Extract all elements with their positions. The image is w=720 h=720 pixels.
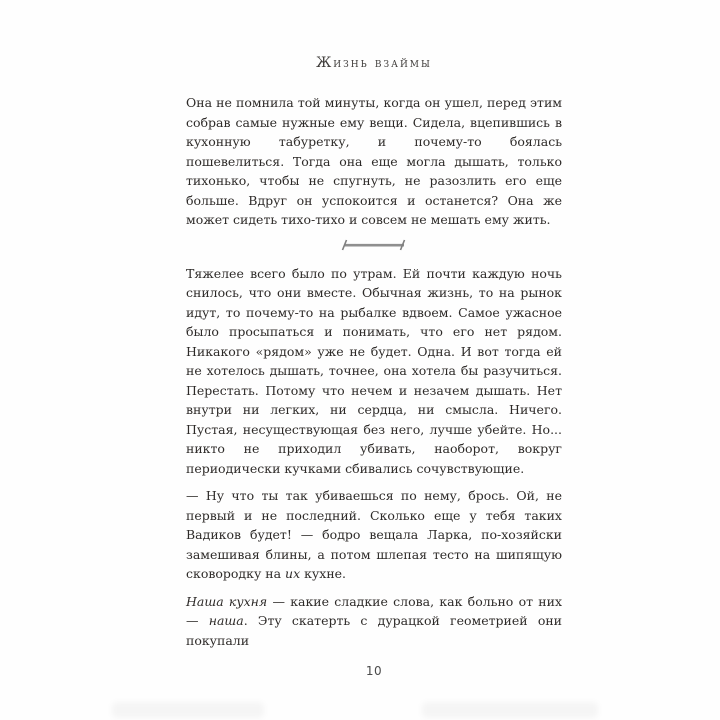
running-head: Жизнь взаймы	[316, 55, 432, 71]
text-run: кухне.	[300, 566, 347, 581]
page-edge-shadow-left	[112, 702, 264, 718]
italic-text-run: наша	[208, 613, 244, 628]
tapered-rule-ornament-icon	[339, 238, 409, 252]
text-run: . Эту скатерть с дурацкой геометрией они покупали	[186, 613, 563, 648]
paragraph-3	[186, 486, 562, 584]
text-run: Тяжелее всего было по утрам. Ей почти каждую ночь снилось, что они вместе. Обычная жизнь, то на рынок идут, то почему-то на рыбалке вдвоем. Самое ужасное было просыпаться и понимать, что его нет рядом. Никакого «рядом» уже не будет. Одна. И вот тогда ей не хотелось дышать, точнее, она хотела бы разучиться. Перестать. Потому что нечем и незачем дышать. Нет внутри ни легких, ни сердца, ни смысла. Ничего. Пустая, несуществующая без него, лучше убейте. Но... никто не приходил убивать, наоборот, вокруг периодически кучками сбивались сочувствующие.	[186, 265, 562, 476]
paragraph-2	[186, 264, 562, 479]
italic-text-run: их	[285, 566, 301, 581]
section-divider	[186, 238, 562, 252]
text-run: — какие сладкие слова, как больно от них —	[186, 593, 562, 628]
paragraph-4	[186, 592, 562, 651]
text-run: Она не помнила той минуты, когда он ушел, перед этим собрав самые нужные ему вещи. Сидела, вцепившись в кухонную табуретку, и почему-то боялась пошевелиться. Тогда она еще могла дышать, только тихонько, чтобы не спугнуть, не разозлить его еще больше. Вдруг он успокоится и останется? Она же может сидеть тихо-тихо и совсем не мешать ему жить.	[186, 95, 562, 227]
text-column	[186, 55, 562, 678]
page-number: 10	[365, 664, 383, 678]
paragraph-1	[186, 93, 562, 230]
page-edge-shadow-right	[422, 702, 598, 718]
text-run: — Ну что ты так убиваешься по нему, брось. Ой, не первый и не последний. Сколько еще у тебя таких Вадиков будет! — бодро вещала Ларка, по-хозяйски замешивая блины, а потом шлепая тесто на шипящую сковородку на	[186, 488, 562, 581]
italic-text-run: Наша кухня	[186, 593, 268, 609]
